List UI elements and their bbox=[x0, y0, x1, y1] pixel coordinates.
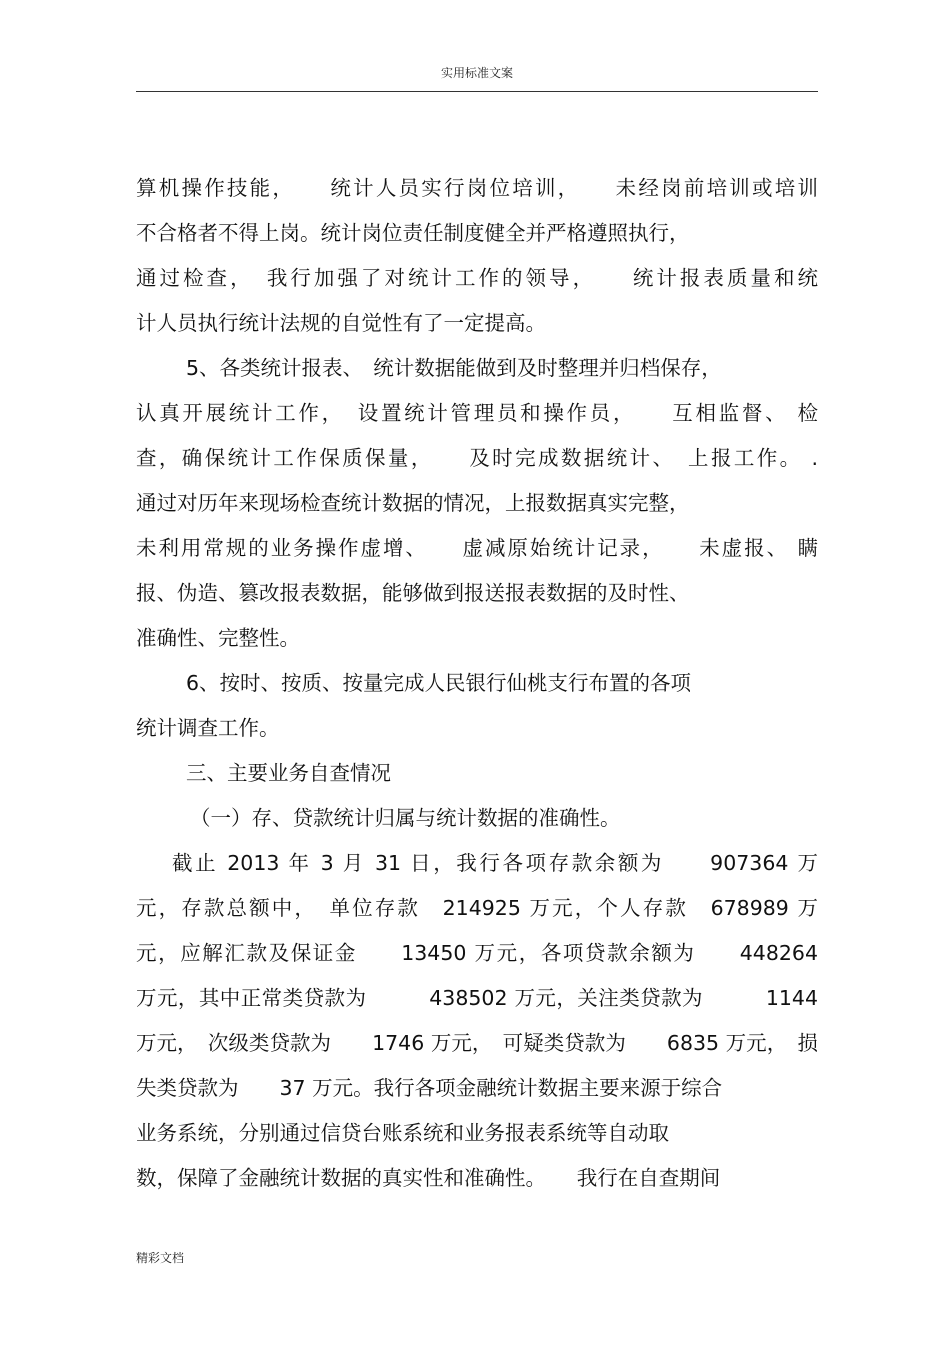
body-line: 报、伪造、篡改报表数据，能够做到报送报表数据的及时性、 bbox=[136, 581, 690, 605]
body-line: 统计调查工作。 bbox=[136, 716, 280, 740]
body-line: 万元，其中正常类贷款为 438502 万元，关注类贷款为 1144 bbox=[136, 986, 818, 1010]
body-line: 元，存款总额中， 单位存款 214925 万元，个人存款 678989 万 bbox=[136, 896, 818, 920]
body-line: 认真开展统计工作， 设置统计管理员和操作员， 互相监督、 检 bbox=[136, 401, 818, 425]
body-line: 截止 2013 年 3 月 31 日，我行各项存款余额为 907364 万 bbox=[172, 851, 818, 875]
body-line: 不合格者不得上岗。统计岗位责任制度健全并严格遵照执行， bbox=[136, 221, 690, 245]
body-line: 业务系统，分别通过信贷台账系统和业务报表系统等自动取 bbox=[136, 1121, 669, 1145]
header-rule bbox=[136, 91, 818, 92]
body-line: 查，确保统计工作保质保量， 及时完成数据统计、 上报工作。 . bbox=[136, 446, 818, 470]
body-line: 算机操作技能， 统计人员实行岗位培训， 未经岗前培训或培训 bbox=[136, 176, 818, 200]
body-line: 通过检查， 我行加强了对统计工作的领导， 统计报表质量和统 bbox=[136, 266, 818, 290]
body-line: 6、按时、按质、按量完成人民银行仙桃支行布置的各项 bbox=[186, 671, 692, 695]
body-line: 计人员执行统计法规的自觉性有了一定提高。 bbox=[136, 311, 546, 335]
body-line: 失类贷款为 37 万元。我行各项金融统计数据主要来源于综合 bbox=[136, 1076, 723, 1100]
body-line: 准确性、完整性。 bbox=[136, 626, 300, 650]
subsection-heading: （一）存、贷款统计归属与统计数据的准确性。 bbox=[190, 806, 621, 830]
body-line: 数，保障了金融统计数据的真实性和准确性。 我行在自查期间 bbox=[136, 1166, 721, 1190]
page-header: 实用标准文案 bbox=[440, 66, 513, 80]
body-line: 万元， 次级类贷款为 1746 万元， 可疑类贷款为 6835 万元， 损 bbox=[136, 1031, 818, 1055]
section-heading: 三、主要业务自查情况 bbox=[186, 761, 391, 785]
body-line: 通过对历年来现场检查统计数据的情况，上报数据真实完整， bbox=[136, 491, 690, 515]
page-footer: 精彩文档 bbox=[136, 1251, 185, 1265]
body-line: 未利用常规的业务操作虚增、 虚减原始统计记录， 未虚报、 瞒 bbox=[136, 536, 818, 560]
body-line: 5、各类统计报表、 统计数据能做到及时整理并归档保存， bbox=[186, 356, 722, 380]
body-line: 元，应解汇款及保证金 13450 万元，各项贷款余额为 448264 bbox=[136, 941, 818, 965]
